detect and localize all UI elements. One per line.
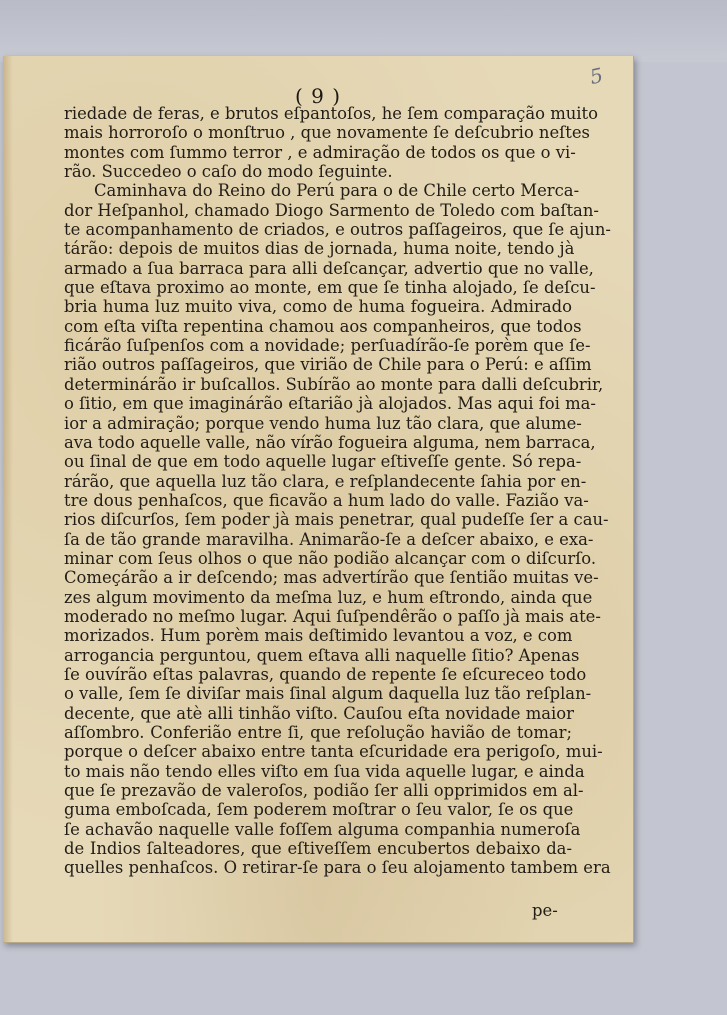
text-line: morizados. Hum porèm mais deſtimido levantou a voz, e com <box>64 626 573 646</box>
text-line: decente, que atè alli tinhão viſto. Cauſou eſta novidade maior <box>64 703 574 723</box>
text-line: tre dous penhaſcos, que ficavão a hum lado do valle. Fazião va- <box>64 490 589 510</box>
text-line: determinárão ir buſcallos. Subírão ao monte para dalli deſcubrir, <box>64 374 604 394</box>
text-line: arrogancia perguntou, quem eſtava alli naquelle ſitio? Apenas <box>64 645 580 665</box>
text-line: tárão: depois de muitos dias de jornada, huma noite, tendo jà <box>64 239 575 259</box>
page-gutter-shadow <box>3 56 13 942</box>
text-line: zes algum movimento da meſma luz, e hum eſtrondo, ainda que <box>64 587 593 607</box>
text-line: dor Heſpanhol, chamado Diogo Sarmento de Toledo com baſtan- <box>64 200 599 220</box>
text-line: te acompanhamento de criados, e outros paſſageiros, que ſe ajun- <box>64 220 611 240</box>
text-line: rião outros paſſageiros, que virião de Chile para o Perú: e aſſim <box>64 355 592 375</box>
corner-handwritten-mark: 5 <box>587 62 606 90</box>
text-line: mais horroroſo o monſtruo , que novamente ſe deſcubrio neſtes <box>64 123 590 143</box>
text-line: bria huma luz muito viva, como de huma fogueira. Admirado <box>64 297 572 317</box>
text-line: minar com ſeus olhos o que não podião alcançar com o diſcurſo. <box>64 548 597 568</box>
page-number: ( 9 ) <box>294 84 342 108</box>
text-line: porque o deſcer abaixo entre tanta eſcuridade era perigoſo, mui- <box>64 742 603 762</box>
text-line: rão. Succedeo o caſo do modo ſeguinte. <box>64 162 393 182</box>
text-line: moderado no meſmo lugar. Aqui ſuſpendêrão o paſſo jà mais ate- <box>64 606 601 626</box>
text-line: ava todo aquelle valle, não vírão fogueira alguma, nem barraca, <box>64 432 596 452</box>
text-line: que ſe prezavão de valeroſos, podião ſer alli opprimidos em al- <box>64 781 584 801</box>
text-line: quelles penhaſcos. O retirar-ſe para o ſeu alojamento tambem era <box>64 858 611 878</box>
text-line: aſſombro. Conferião entre ſi, que reſolução havião de tomar; <box>64 723 572 742</box>
text-line: ſe ouvírão eſtas palavras, quando de repente ſe eſcureceo todo <box>64 664 587 684</box>
text-line: Começárão a ir deſcendo; mas advertírão que ſentião muitas ve- <box>64 568 599 588</box>
text-line: ſa de tão grande maravilha. Animarão-ſe a deſcer abaixo, e exa- <box>64 529 594 549</box>
text-line: de Indios ſalteadores, que eſtiveſſem encubertos debaixo da- <box>64 839 572 859</box>
text-line: rios diſcurſos, ſem poder jà mais penetrar, qual pudeſſe ſer a cau- <box>64 510 609 530</box>
text-line: montes com ſummo terror , e admiração de todos os que o vi- <box>64 142 576 162</box>
text-line: ior a admiração; porque vendo huma luz tão clara, que alume- <box>64 413 582 433</box>
text-line: o ſitio, em que imaginárão eſtarião jà alojados. Mas aqui foi ma- <box>64 394 596 414</box>
text-line: to mais não tendo elles viſto em ſua vida aquelle lugar, e ainda <box>64 761 585 781</box>
text-line: o valle, ſem ſe diviſar mais ſinal algum daquella luz tão reſplan- <box>64 684 592 704</box>
text-line: ſe achavão naquelle valle foſſem alguma companhia numeroſa <box>64 819 581 839</box>
text-line: com eſta viſta repentina chamou aos companheiros, que todos <box>64 316 582 336</box>
text-line: que eſtava proximo ao monte, em que ſe tinha alojado, ſe deſcu- <box>64 278 596 298</box>
scanner-backdrop <box>0 0 727 62</box>
text-line: rárão, que aquella luz tão clara, e reſplandecente ſahia por en- <box>64 471 587 491</box>
text-line: guma emboſcada, ſem poderem moſtrar o ſeu valor, ſe os que <box>64 800 574 820</box>
text-line: riedade de feras, e brutos eſpantoſos, he ſem comparação muito <box>64 104 599 123</box>
text-line: Caminhava do Reino do Perú para o de Chile certo Merca- <box>94 181 580 201</box>
text-line: armado a ſua barraca para alli deſcançar, advertio que no valle, <box>64 258 594 278</box>
catchword: pe- <box>532 901 558 920</box>
body-text <box>64 104 611 878</box>
text-line: ficárão ſuſpenſos com a novidade; perſuadírão-ſe porèm que ſe- <box>64 336 591 356</box>
text-line: ou ſinal de que em todo aquelle lugar eſtiveſſe gente. Só repa- <box>64 452 582 472</box>
